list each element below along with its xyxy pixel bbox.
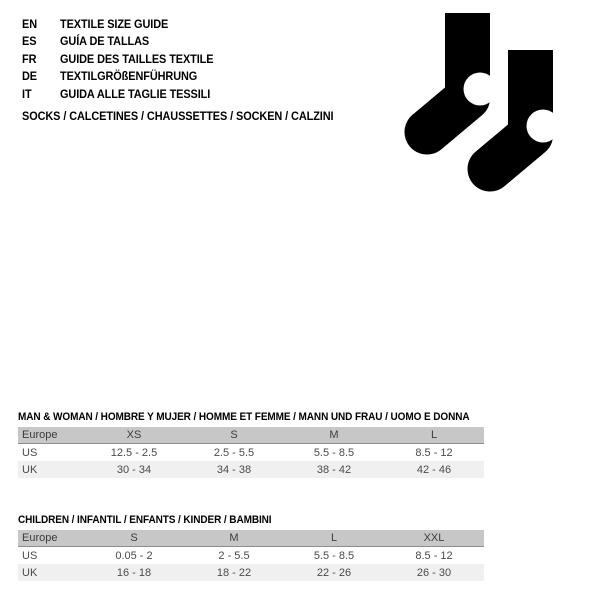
language-code: EN <box>22 16 38 31</box>
table-row-us <box>18 547 484 564</box>
language-row <box>22 68 229 86</box>
size-cell: 2 - 5.5 <box>218 549 250 562</box>
column-header: M <box>229 532 239 544</box>
guide-title-en: TEXTILE SIZE GUIDE <box>60 16 169 31</box>
column-header: M <box>329 429 339 441</box>
language-title-list <box>22 15 229 103</box>
row-label: UK <box>22 566 38 579</box>
language-row <box>22 33 229 51</box>
size-cell: 12.5 - 2.5 <box>110 446 158 459</box>
column-header: XS <box>126 429 142 441</box>
size-cell: 5.5 - 8.5 <box>313 549 355 562</box>
adults-size-table <box>18 427 484 478</box>
size-cell: 38 - 42 <box>316 463 352 476</box>
size-cell: 16 - 18 <box>116 566 152 579</box>
socks-icon <box>390 0 590 200</box>
size-cell: 42 - 46 <box>416 463 452 476</box>
language-code: DE <box>22 69 38 84</box>
row-label: UK <box>22 463 38 476</box>
size-cell: 22 - 26 <box>316 566 352 579</box>
table-row-uk <box>18 564 484 581</box>
column-header: S <box>230 429 238 441</box>
guide-title-fr: GUIDE DES TAILLES TEXTILE <box>60 51 214 66</box>
size-cell: 2.5 - 5.5 <box>213 446 255 459</box>
size-cell: 8.5 - 12 <box>415 549 453 562</box>
adults-table-title: MAN & WOMAN / HOMBRE Y MUJER / HOMME ET FEMME / MANN UND FRAU / UOMO E DONNA <box>18 411 470 423</box>
row-label: US <box>22 446 38 459</box>
size-cell: 0.05 - 2 <box>115 549 153 562</box>
language-code: ES <box>22 34 37 49</box>
column-header: L <box>330 532 338 544</box>
language-row <box>22 50 229 68</box>
size-cell: 18 - 22 <box>216 566 252 579</box>
size-cell: 5.5 - 8.5 <box>313 446 355 459</box>
column-header: S <box>130 532 138 544</box>
guide-title-it: GUIDA ALLE TAGLIE TESSILI <box>60 86 211 101</box>
children-size-table <box>18 530 484 581</box>
size-cell: 8.5 - 12 <box>415 446 453 459</box>
table-row-uk <box>18 461 484 478</box>
size-cell: 30 - 34 <box>116 463 152 476</box>
column-header: XXL <box>423 532 445 544</box>
language-code: FR <box>22 51 37 66</box>
language-code: IT <box>22 86 32 101</box>
column-header: Europe <box>22 532 58 544</box>
guide-title-es: GUÍA DE TALLAS <box>60 34 150 49</box>
column-header: Europe <box>22 429 58 441</box>
table-row-us <box>18 444 484 461</box>
size-cell: 26 - 30 <box>416 566 452 579</box>
table-header-row <box>18 427 484 444</box>
children-table-title: CHILDREN / INFANTIL / ENFANTS / KINDER / BAMBINI <box>18 514 272 526</box>
language-row <box>22 85 229 103</box>
guide-title-de: TEXTILGRÖßENFÜHRUNG <box>60 69 198 84</box>
column-header: L <box>430 429 438 441</box>
table-header-row <box>18 530 484 547</box>
category-title: SOCKS / CALCETINES / CHAUSSETTES / SOCKEN / CALZINI <box>22 109 334 123</box>
row-label: US <box>22 549 38 562</box>
language-row <box>22 15 229 33</box>
size-cell: 34 - 38 <box>216 463 252 476</box>
